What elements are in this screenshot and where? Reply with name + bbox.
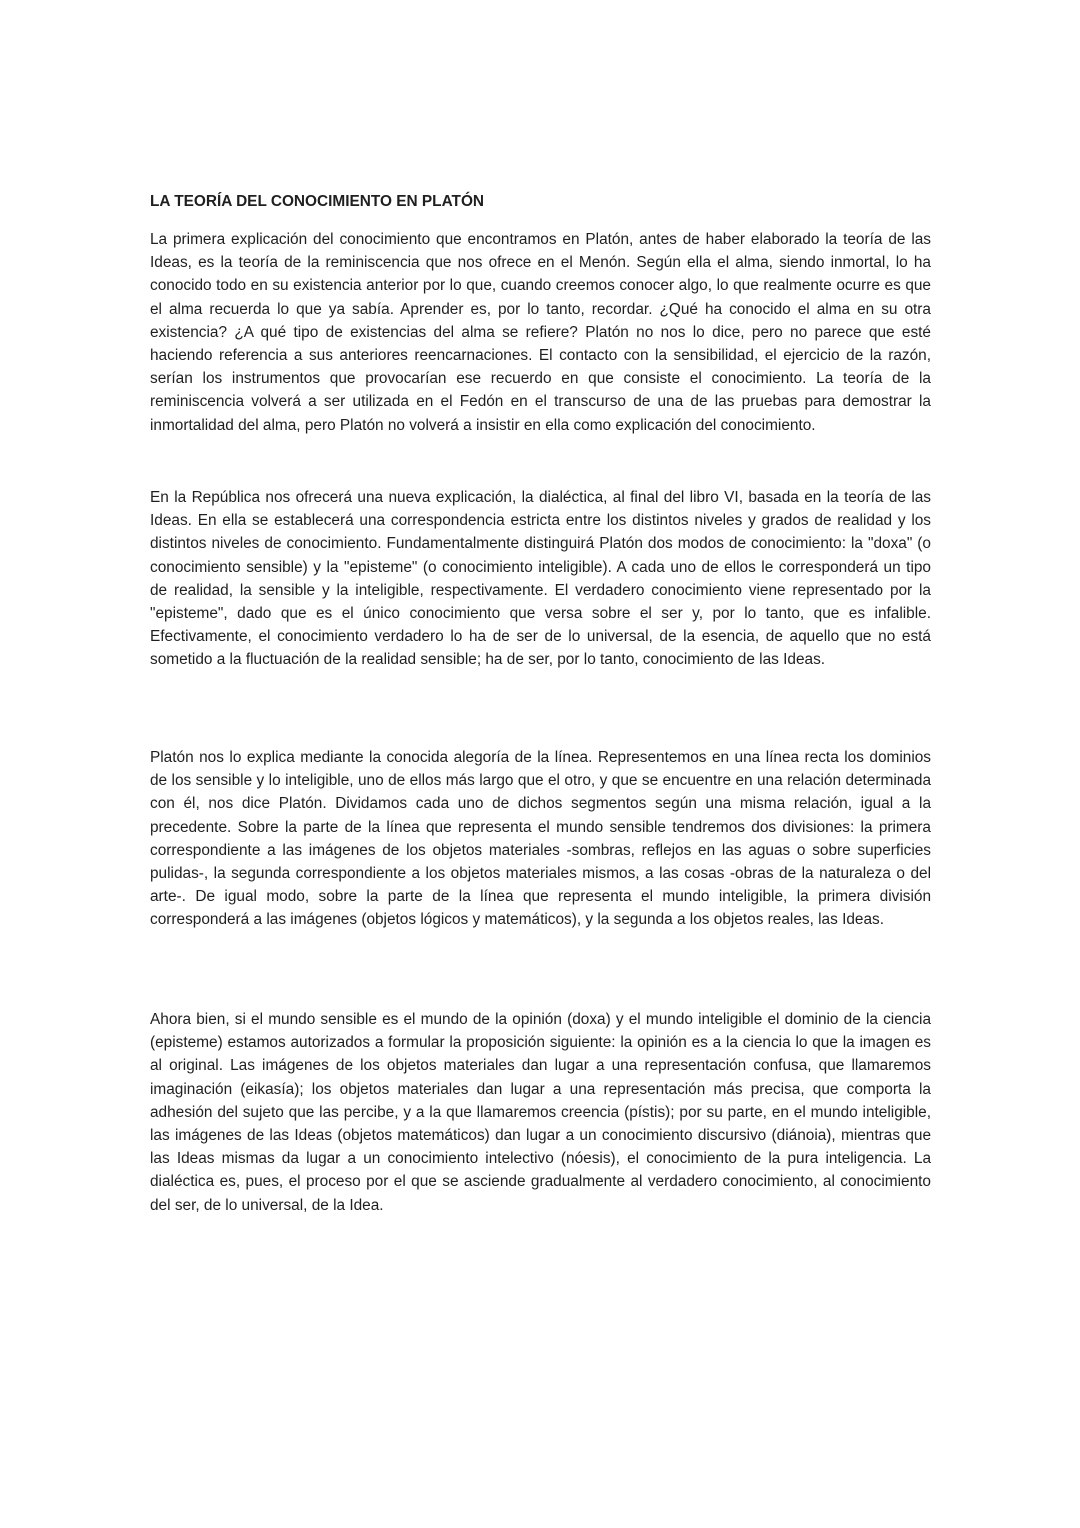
- paragraph-reminiscencia: La primera explicación del conocimiento que encontramos en Platón, antes de haber elaborado la teoría de las Ideas, es la teoría de la reminiscencia que nos ofrece en el Menón. Según ella el alma, siendo inmortal, lo ha conocido todo en su existencia anterior por lo que, cuando creemos conocer algo, lo que realmente ocurre es que el alma recuerda lo que ya sabía. Aprender es, por lo tanto, recordar. ¿Qué ha conocido el alma en su otra existencia? ¿A qué tipo de existencias del alma se refiere? Platón no nos lo dice, pero no parece que esté haciendo referencia a sus anteriores reencarnaciones. El contacto con la sensibilidad, el ejercicio de la razón, serían los instrumentos que provocarían ese recuerdo en que consiste el conocimiento. La teoría de la reminiscencia volverá a ser utilizada en el Fedón en el transcurso de una de las pruebas para demostrar la inmortalidad del alma, pero Platón no volverá a insistir en ella como explicación del conocimiento.: [150, 231, 931, 434]
- paragraph-alegoria-linea: Platón nos lo explica mediante la conocida alegoría de la línea. Representemos en una línea recta los dominios de los sensible y lo inteligible, uno de ellos más largo que el otro, y que se encuentre en una relación determinada con él, nos dice Platón. Dividamos cada uno de dichos segmentos según una misma relación, igual a la precedente. Sobre la parte de la línea que representa el mundo sensible tendremos dos divisiones: la primera correspondiente a las imágenes de los objetos materiales -sombras, reflejos en las aguas o sobre superficies pulidas-, la segunda correspondiente a los objetos materiales mismos, a las cosas -obras de la naturaleza o del arte-. De igual modo, sobre la parte de la línea que representa el mundo inteligible, la primera división corresponderá a las imágenes (objetos lógicos y matemáticos), y la segunda a los objetos reales, las Ideas.: [150, 749, 931, 929]
- paragraph-dialectica: En la República nos ofrecerá una nueva explicación, la dialéctica, al final del libro VI, basada en la teoría de las Ideas. En ella se establecerá una correspondencia estricta entre los distintos niveles y grados de realidad y los distintos niveles de conocimiento. Fundamentalmente distinguirá Platón dos modos de conocimiento: la "doxa" (o conocimiento sensible) y la "episteme" (o conocimiento inteligible). A cada uno de ellos le corresponderá un tipo de realidad, la sensible y la inteligible, respectivamente. El verdadero conocimiento viene representado por la "episteme", dado que es el único conocimiento que versa sobre el ser y, por lo tanto, que es infalible. Efectivamente, el conocimiento verdadero lo ha de ser de lo universal, de la esencia, de aquello que no está sometido a la fluctuación de la realidad sensible; ha de ser, por lo tanto, conocimiento de las Ideas.: [150, 489, 931, 669]
- paragraph-doxa-episteme: Ahora bien, si el mundo sensible es el mundo de la opinión (doxa) y el mundo inteligible el dominio de la ciencia (episteme) estamos autorizados a formular la proposición siguiente: la opinión es a la ciencia lo que la imagen es al original. Las imágenes de los objetos materiales dan lugar a una representación confusa, que llamaremos imaginación (eikasía); los objetos materiales dan lugar a una representación más precisa, que comporta la adhesión del sujeto que las percibe, y a la que llamaremos creencia (pístis); por su parte, en el mundo inteligible, las imágenes de las Ideas (objetos matemáticos) dan lugar a un conocimiento discursivo (diánoia), mientras que las Ideas mismas da lugar a un conocimiento intelectivo (nóesis), el conocimiento de la pura inteligencia. La dialéctica es, pues, el proceso por el que se asciende gradualmente al verdadero conocimiento, al conocimiento del ser, de lo universal, de la Idea.: [150, 1011, 931, 1214]
- document-title: LA TEORÍA DEL CONOCIMIENTO EN PLATÓN: [150, 193, 485, 210]
- document-body: [150, 190, 931, 1214]
